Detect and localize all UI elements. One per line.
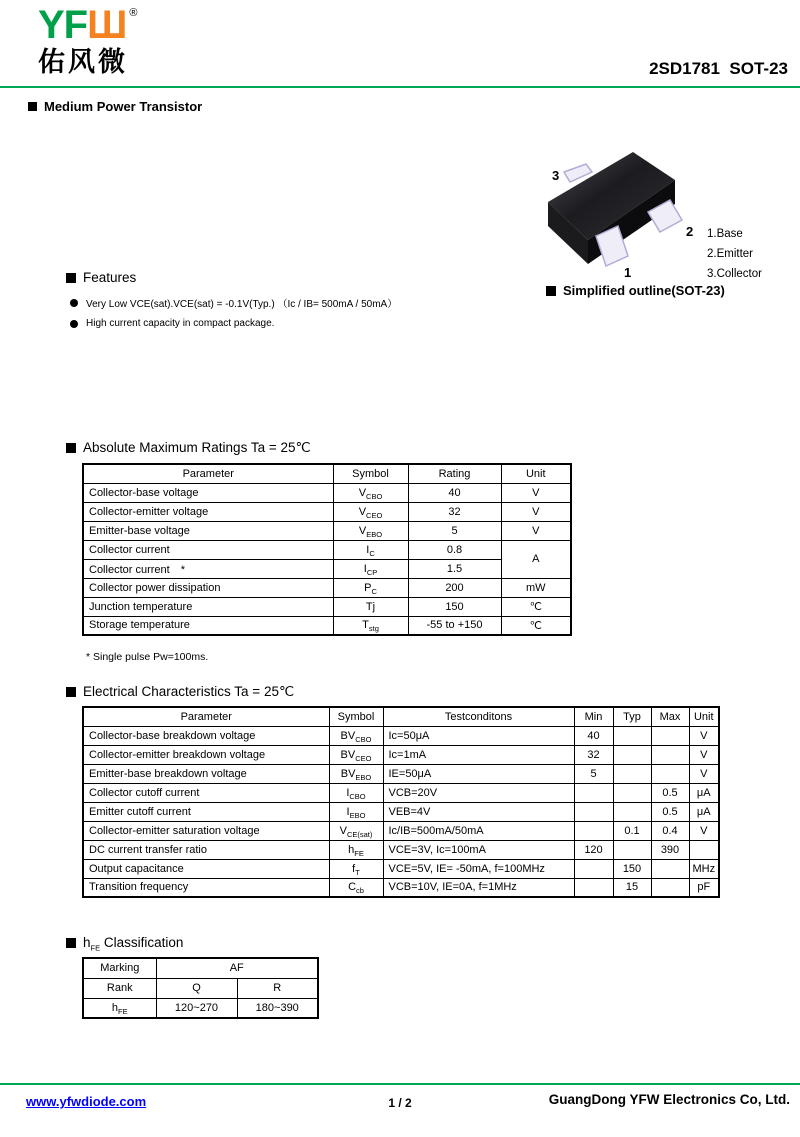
features-title-label: Features [83, 270, 137, 285]
sot23-package-icon [540, 136, 705, 286]
min-cell [574, 783, 613, 802]
table-row [83, 521, 571, 540]
param-cell: Collector power dissipation [83, 578, 333, 597]
cond-cell: VCB=10V, IE=0A, f=1MHz [383, 878, 574, 897]
max-cell: 0.5 [651, 802, 689, 821]
unit-cell: ℃ [501, 616, 571, 635]
max-cell [651, 878, 689, 897]
symbol-cell: $BV_{CEO}$ [329, 745, 383, 764]
table-row [83, 597, 571, 616]
max-cell: 390 [651, 840, 689, 859]
param-cell: Collector current * [83, 559, 333, 578]
column-header: Rating [408, 464, 501, 483]
table-row [83, 783, 719, 802]
column-header: Testconditons [383, 707, 574, 726]
hfe-label-cell: $h_{FE}$ [83, 998, 156, 1018]
page-number: 1 / 2 [388, 1096, 412, 1110]
registered-trademark-icon: ® [129, 7, 137, 19]
symbol-cell: $V_{CEO}$ [333, 502, 408, 521]
company-name: GuangDong YFW Electronics Co, Ltd. [548, 1092, 790, 1107]
param-cell: Collector cutoff current [83, 783, 329, 802]
typ-cell: 15 [613, 878, 651, 897]
section-marker-icon [28, 102, 37, 111]
table-row [83, 502, 571, 521]
symbol-cell: $BV_{EBO}$ [329, 764, 383, 783]
min-cell [574, 821, 613, 840]
min-cell: 5 [574, 764, 613, 783]
unit-cell: ℃ [501, 597, 571, 616]
min-cell [574, 802, 613, 821]
pin-legend-base: 1.Base [707, 228, 743, 240]
table-row [83, 483, 571, 502]
unit-cell: μA [689, 802, 719, 821]
typ-cell: 0.1 [613, 821, 651, 840]
column-header: Typ [613, 707, 651, 726]
bullet-icon [70, 299, 78, 307]
device-subtitle [28, 99, 202, 114]
min-cell [574, 859, 613, 878]
table-row [83, 978, 318, 998]
param-cell: Collector-base voltage [83, 483, 333, 502]
symbol-cell: $BV_{CBO}$ [329, 726, 383, 745]
header-divider [0, 86, 800, 88]
rating-cell: 5 [408, 521, 501, 540]
column-header: Parameter [83, 707, 329, 726]
pin1-number-label: 1 [624, 265, 632, 280]
feature-text: High current capacity in compact package. [86, 318, 275, 329]
unit-cell: V [501, 502, 571, 521]
section-marker-icon [546, 286, 556, 296]
symbol-cell: $P_C$ [333, 578, 408, 597]
min-cell: 120 [574, 840, 613, 859]
min-cell: 32 [574, 745, 613, 764]
rank-q-cell: Q [156, 978, 237, 998]
page-title: 2SD1781 SOT-23 [649, 59, 788, 78]
outline-caption-label: Simplified outline(SOT-23) [563, 283, 725, 298]
rank-r-cell: R [237, 978, 318, 998]
min-cell: 40 [574, 726, 613, 745]
logo-text-green: YF [38, 3, 88, 47]
table-row [83, 578, 571, 597]
typ-cell [613, 802, 651, 821]
cond-cell: VCB=20V [383, 783, 574, 802]
column-header: Min [574, 707, 613, 726]
unit-cell: A [501, 540, 571, 578]
bullet-icon [70, 320, 78, 328]
param-cell: Output capacitance [83, 859, 329, 878]
max-cell: 0.5 [651, 783, 689, 802]
unit-cell: pF [689, 878, 719, 897]
symbol-cell: Tj [333, 597, 408, 616]
feature-item [70, 318, 274, 329]
unit-cell: V [501, 521, 571, 540]
feature-text: Very Low VCE(sat).VCE(sat) = -0.1V(Typ.) （Ic / IB= 500mA / 50mA） [86, 299, 398, 310]
table-row [83, 958, 318, 978]
typ-cell [613, 783, 651, 802]
pin-legend-emitter: 2.Emitter [707, 248, 754, 260]
unit-cell: V [689, 821, 719, 840]
device-subtitle-label: Medium Power Transistor [44, 99, 203, 114]
table-row [83, 802, 719, 821]
table-row [83, 540, 571, 559]
symbol-cell: $V_{CBO}$ [333, 483, 408, 502]
unit-cell: V [689, 745, 719, 764]
table-row [83, 745, 719, 764]
pin2-number-label: 2 [686, 224, 694, 239]
param-cell: Emitter cutoff current [83, 802, 329, 821]
param-cell: Emitter-base voltage [83, 521, 333, 540]
rating-cell: 200 [408, 578, 501, 597]
section-title-electrical-characteristics [66, 684, 294, 700]
rank-label-cell: Rank [83, 978, 156, 998]
logo-wordmark [38, 5, 136, 45]
unit-cell: mW [501, 578, 571, 597]
hfe-title-label: $h_{FE}$ Classification [83, 935, 184, 953]
section-title-absolute-maximum-ratings [66, 440, 311, 456]
feature-item [70, 295, 397, 310]
single-pulse-note: * Single pulse Pw=100ms. [86, 651, 209, 663]
section-title-hfe-classification [66, 935, 184, 953]
unit-cell: V [501, 483, 571, 502]
typ-cell [613, 745, 651, 764]
absolute-maximum-ratings-table [82, 463, 572, 636]
unit-cell: μA [689, 783, 719, 802]
table-header-row [83, 464, 571, 483]
table-row [83, 616, 571, 635]
symbol-cell: $I_{CBO}$ [329, 783, 383, 802]
param-cell: Collector-emitter breakdown voltage [83, 745, 329, 764]
cond-cell: VEB=4V [383, 802, 574, 821]
section-marker-icon [66, 687, 76, 697]
symbol-cell: $I_C$ [333, 540, 408, 559]
symbol-cell: $V_{CE(sat)}$ [329, 821, 383, 840]
cond-cell: Ic/IB=500mA/50mA [383, 821, 574, 840]
unit-cell: MHz [689, 859, 719, 878]
symbol-cell: $T_{stg}$ [333, 616, 408, 635]
table-row [83, 859, 719, 878]
hfe-classification-table [82, 957, 319, 1019]
symbol-cell: $C_{cb}$ [329, 878, 383, 897]
typ-cell [613, 764, 651, 783]
company-logo [38, 5, 136, 76]
symbol-cell: $I_{CP}$ [333, 559, 408, 578]
symbol-cell: $f_T$ [329, 859, 383, 878]
table-header-row [83, 707, 719, 726]
symbol-cell: $h_{FE}$ [329, 840, 383, 859]
param-cell: Collector-emitter voltage [83, 502, 333, 521]
section-title-features [66, 270, 136, 285]
electrical-characteristics-table [82, 706, 720, 898]
typ-cell [613, 840, 651, 859]
cond-cell: IE=50μA [383, 764, 574, 783]
section-marker-icon [66, 938, 76, 948]
hfe-q-range-cell: 120~270 [156, 998, 237, 1018]
unit-cell: V [689, 764, 719, 783]
rating-cell: 0.8 [408, 540, 501, 559]
unit-cell: V [689, 726, 719, 745]
cond-cell: Ic=50μA [383, 726, 574, 745]
marking-label-cell: Marking [83, 958, 156, 978]
section-marker-icon [66, 443, 76, 453]
section-marker-icon [66, 273, 76, 283]
table-row [83, 821, 719, 840]
rating-cell: 40 [408, 483, 501, 502]
pin-legend-collector: 3.Collector [707, 268, 762, 280]
table-row [83, 764, 719, 783]
marking-value-cell: AF [156, 958, 318, 978]
typ-cell [613, 726, 651, 745]
cond-cell: VCE=5V, IE= -50mA, f=100MHz [383, 859, 574, 878]
max-cell [651, 764, 689, 783]
abs-max-title-label: Absolute Maximum Ratings Ta = 25℃ [83, 440, 311, 455]
max-cell [651, 726, 689, 745]
param-cell: Collector-emitter saturation voltage [83, 821, 329, 840]
hfe-r-range-cell: 180~390 [237, 998, 318, 1018]
param-cell: Junction temperature [83, 597, 333, 616]
column-header: Parameter [83, 464, 333, 483]
pin-legend [707, 224, 762, 284]
min-cell [574, 878, 613, 897]
footer-divider [0, 1083, 800, 1085]
column-header: Unit [501, 464, 571, 483]
symbol-cell: $V_{EBO}$ [333, 521, 408, 540]
rating-cell: 1.5 [408, 559, 501, 578]
logo-text-orange: Ш [87, 3, 127, 47]
website-link[interactable]: www.yfwdiode.com [26, 1094, 147, 1109]
column-header: Unit [689, 707, 719, 726]
outline-caption [546, 283, 725, 298]
param-cell: Emitter-base breakdown voltage [83, 764, 329, 783]
logo-chinese-name: 佑风微 [38, 47, 128, 77]
elec-title-label: Electrical Characteristics Ta = 25℃ [83, 684, 295, 699]
unit-cell [689, 840, 719, 859]
param-cell: Collector current [83, 540, 333, 559]
typ-cell: 150 [613, 859, 651, 878]
table-row [83, 878, 719, 897]
column-header: Symbol [333, 464, 408, 483]
pin3-number-label: 3 [552, 168, 560, 183]
cond-cell: Ic=1mA [383, 745, 574, 764]
param-cell: DC current transfer ratio [83, 840, 329, 859]
cond-cell: VCE=3V, Ic=100mA [383, 840, 574, 859]
symbol-cell: $I_{EBO}$ [329, 802, 383, 821]
param-cell: Storage temperature [83, 616, 333, 635]
param-cell: Collector-base breakdown voltage [83, 726, 329, 745]
max-cell: 0.4 [651, 821, 689, 840]
table-row [83, 998, 318, 1018]
rating-cell: -55 to +150 [408, 616, 501, 635]
rating-cell: 150 [408, 597, 501, 616]
column-header: Symbol [329, 707, 383, 726]
max-cell [651, 745, 689, 764]
column-header: Max [651, 707, 689, 726]
max-cell [651, 859, 689, 878]
table-row [83, 726, 719, 745]
param-cell: Transition frequency [83, 878, 329, 897]
table-row [83, 559, 571, 578]
rating-cell: 32 [408, 502, 501, 521]
table-row [83, 840, 719, 859]
